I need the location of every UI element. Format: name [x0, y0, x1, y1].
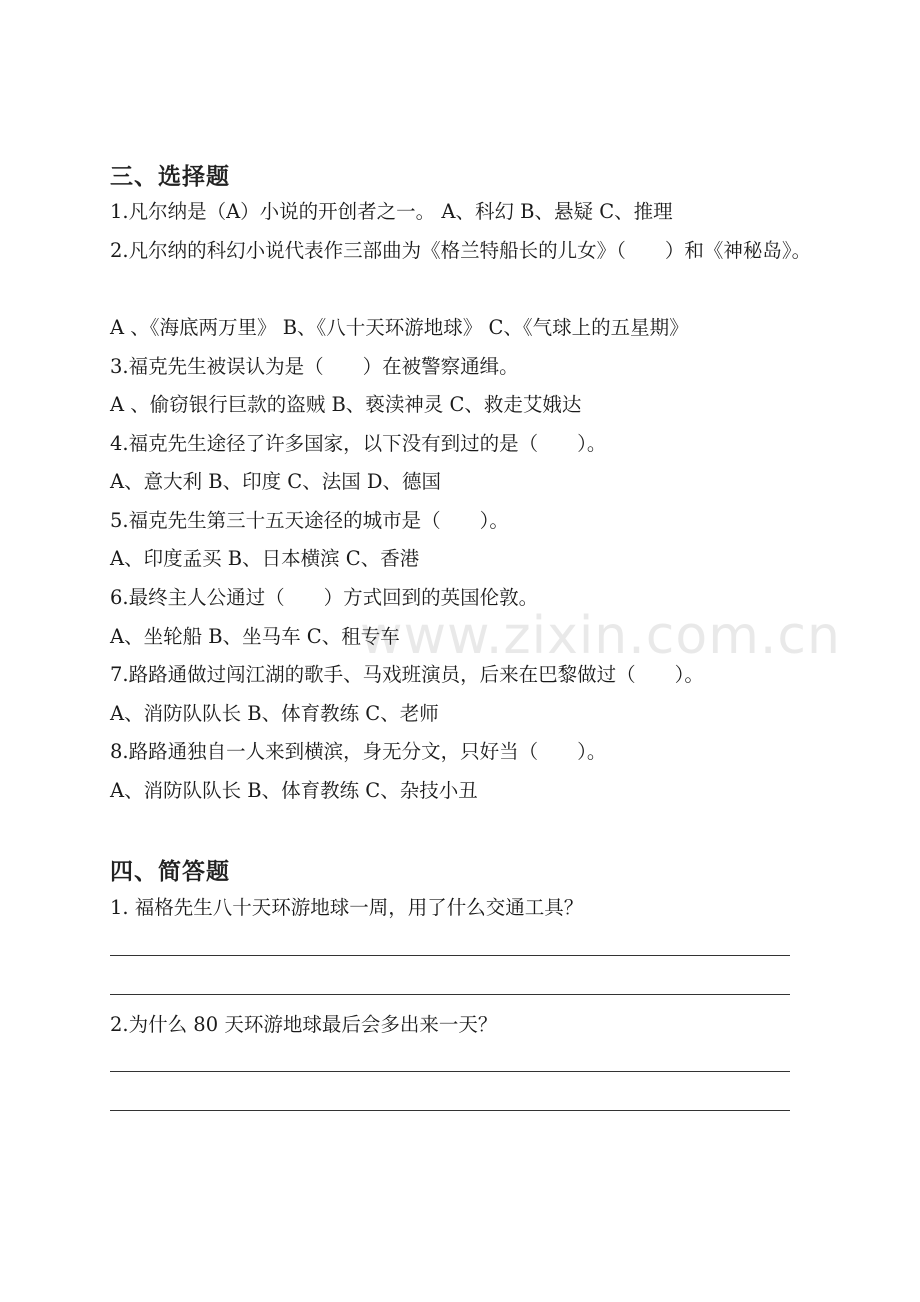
answer-line [110, 955, 790, 956]
question-3-options: A 、偷窃银行巨款的盗贼 B、亵渎神灵 C、救走艾娥达 [110, 393, 582, 416]
answer-line [110, 1071, 790, 1072]
question-5-options: A、印度孟买 B、日本横滨 C、香港 [110, 547, 420, 570]
question-4-options: A、意大利 B、印度 C、法国 D、德国 [110, 470, 442, 493]
question-2-options: A 、《海底两万里》 B、《八十天环游地球》 C、《气球上的五星期》 [110, 316, 689, 339]
question-4: 4.福克先生途径了许多国家，以下没有到过的是（ ）。 [110, 432, 607, 455]
watermark: www.zixin.com.cn [360, 606, 841, 666]
answer-line [110, 1110, 790, 1111]
question-7: 7.路路通做过闯江湖的歌手、马戏班演员，后来在巴黎做过（ ）。 [110, 663, 704, 686]
answer-line [110, 994, 790, 995]
question-8-options: A、消防队队长 B、体育教练 C、杂技小丑 [110, 779, 478, 802]
question-3: 3.福克先生被误认为是（ ）在被警察通缉。 [110, 355, 519, 378]
question-8: 8.路路通独自一人来到横滨，身无分文，只好当（ ）。 [110, 740, 607, 763]
question-2: 2.凡尔纳的科幻小说代表作三部曲为《格兰特船长的儿女》（ ）和《神秘岛》。 [110, 239, 812, 262]
question-7-options: A、消防队队长 B、体育教练 C、老师 [110, 702, 439, 725]
short-answer-question-2: 2.为什么 80 天环游地球最后会多出来一天？ [110, 1013, 498, 1036]
section-heading-short-answer: 四、简答题 [110, 859, 230, 885]
question-6-options: A、坐轮船 B、坐马车 C、租专车 [110, 625, 400, 648]
question-5: 5.福克先生第三十五天途径的城市是（ ）。 [110, 509, 509, 532]
question-6: 6.最终主人公通过（ ）方式回到的英国伦敦。 [110, 586, 539, 609]
question-1: 1.凡尔纳是（A）小说的开创者之一。 A、科幻 B、悬疑 C、推理 [110, 200, 673, 223]
section-heading-choice: 三、选择题 [110, 164, 230, 190]
short-answer-question-1: 1. 福格先生八十天环游地球一周，用了什么交通工具？ [110, 896, 584, 919]
